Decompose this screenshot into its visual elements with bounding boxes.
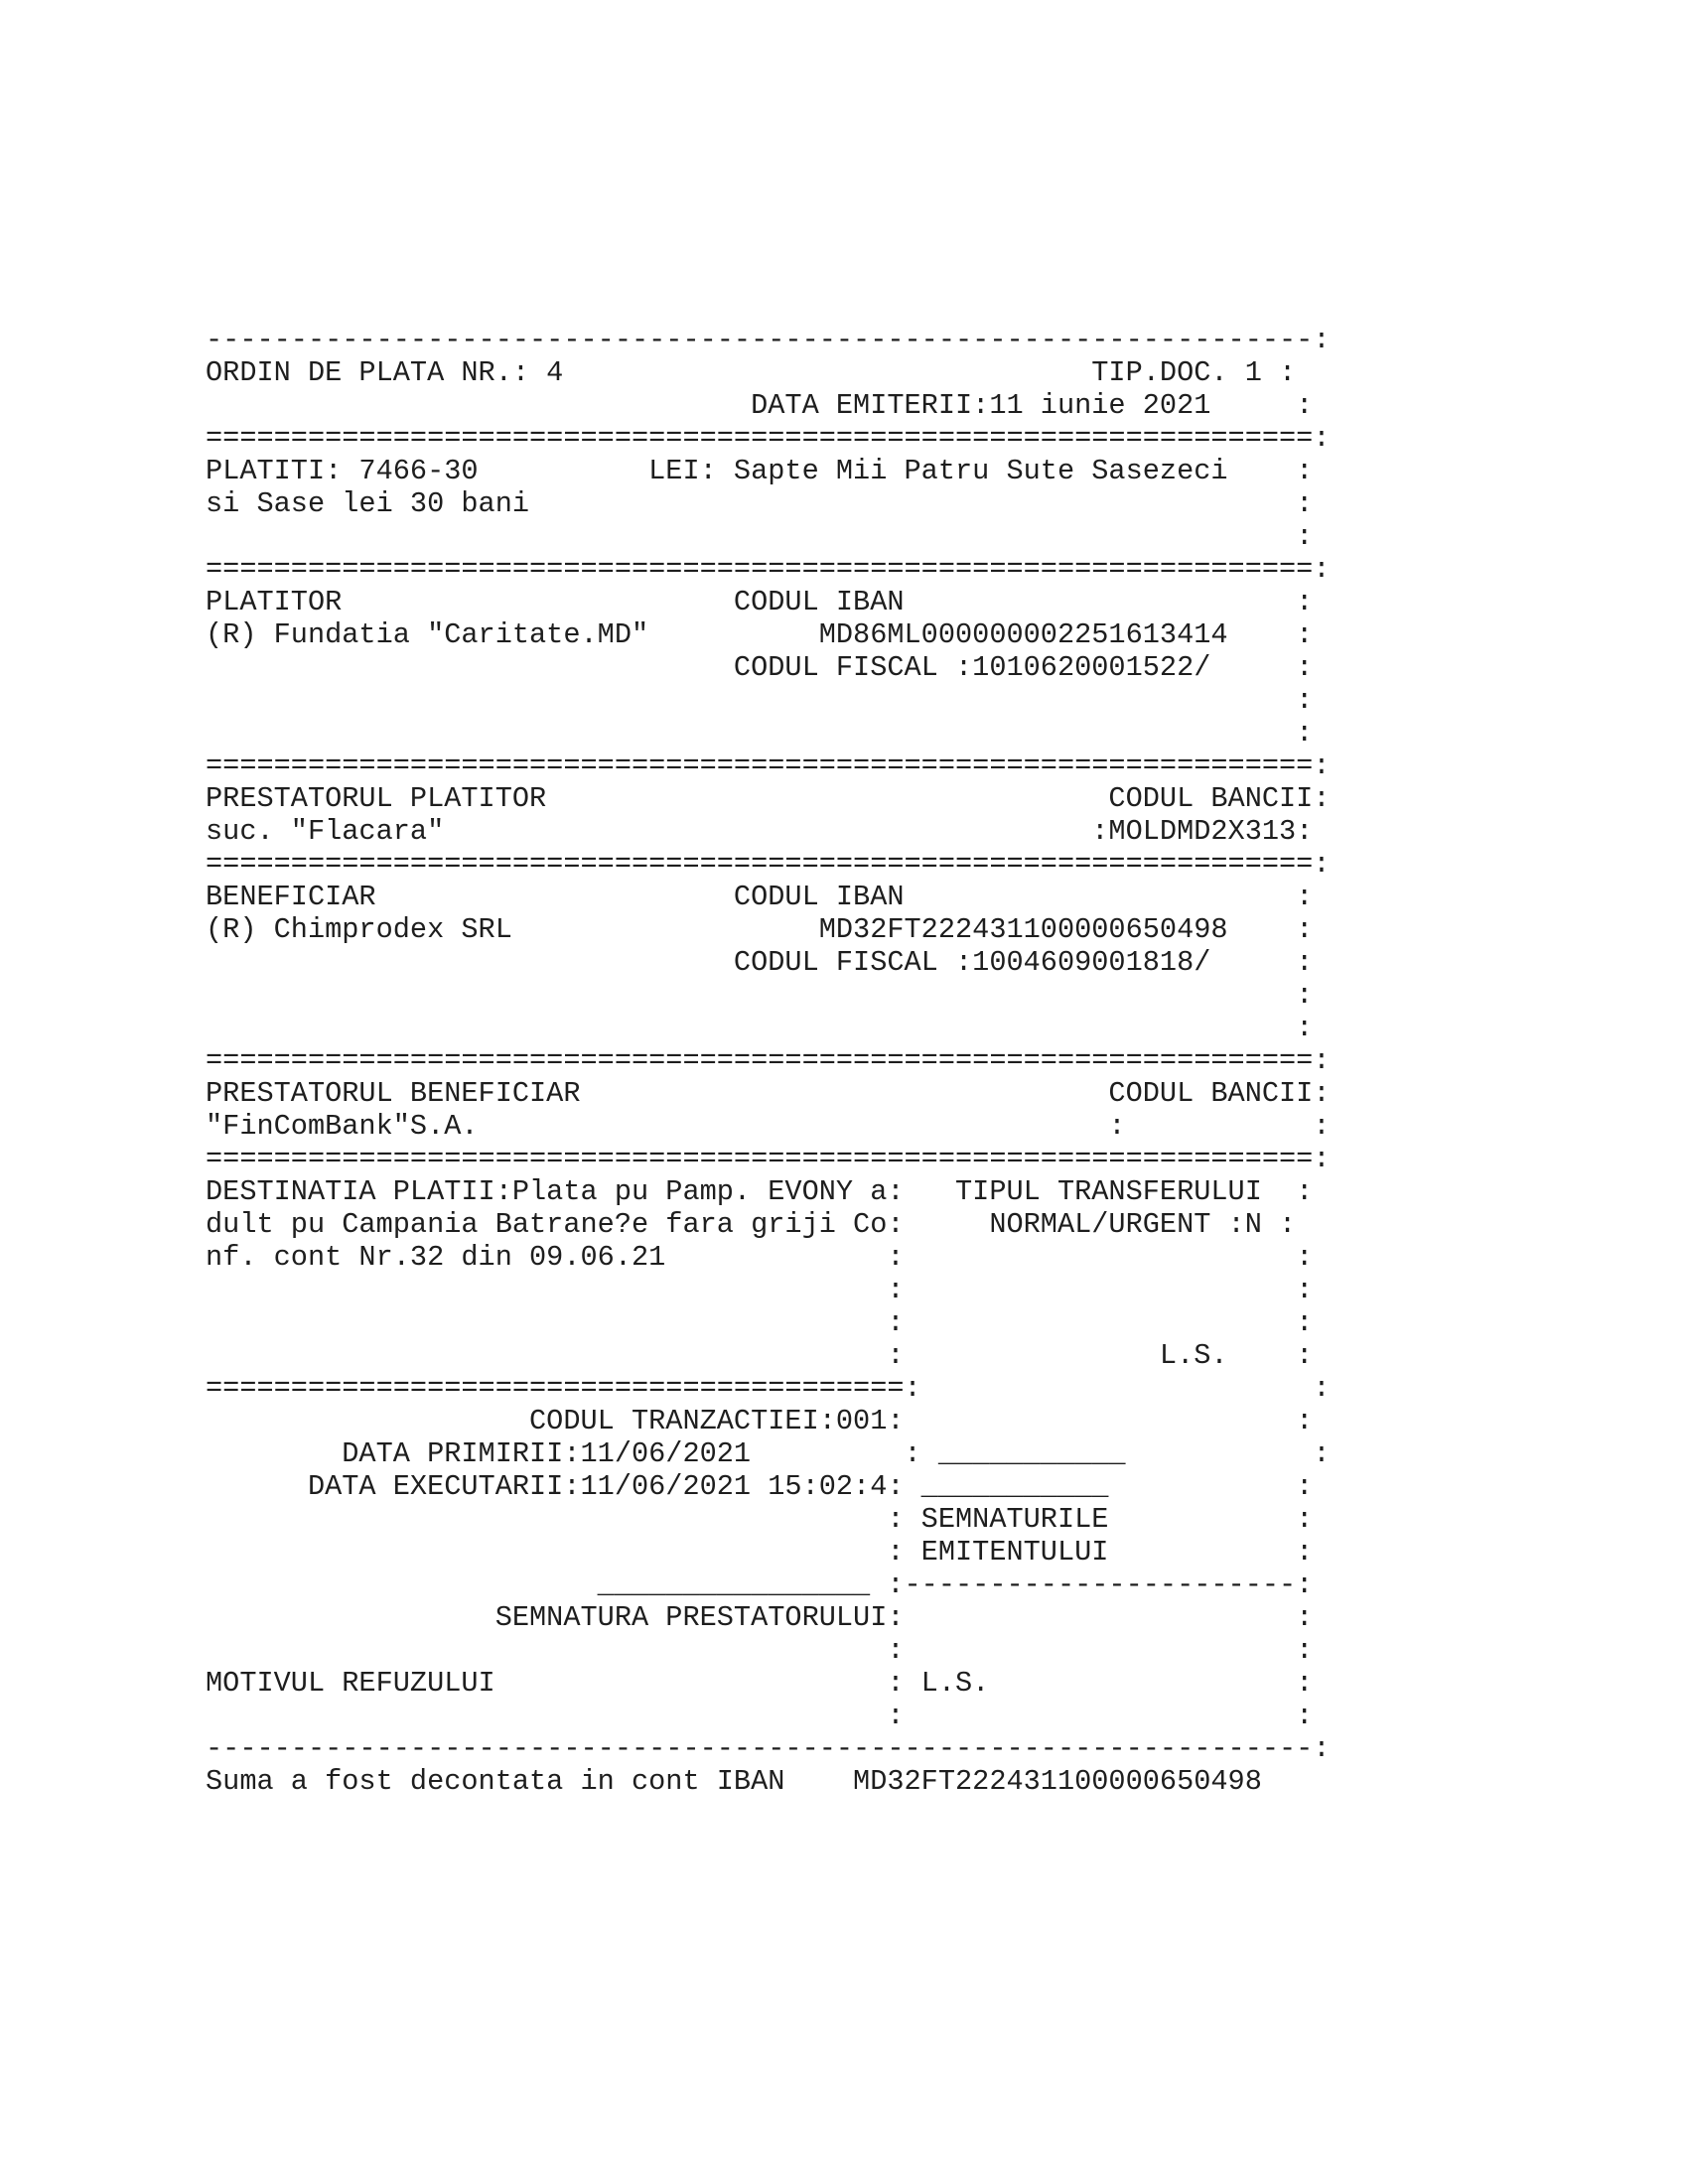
document-line: : (206, 684, 1314, 717)
document-line: nf. cont Nr.32 din 09.06.21 : : (206, 1241, 1314, 1274)
document-line: PLATITI: 7466-30 LEI: Sapte Mii Patru Sute Sasezeci : (206, 455, 1314, 487)
document-line: DESTINATIA PLATII:Plata pu Pamp. EVONY a: TIPUL TRANSFERULUI : (206, 1175, 1314, 1208)
document-line: : : (206, 1306, 1314, 1339)
document-line: =================================================================: (206, 422, 1331, 455)
document-line: =========================================: : (206, 1372, 1331, 1405)
document-line: =================================================================: (206, 848, 1331, 881)
document-line: si Sase lei 30 bani : (206, 487, 1314, 520)
document-line: : SEMNATURILE : (206, 1503, 1314, 1536)
document-line: suc. "Flacara" :MOLDMD2X313: (206, 815, 1314, 848)
document-line: CODUL TRANZACTIEI:001: : (206, 1405, 1314, 1437)
document-line: (R) Chimprodex SRL MD32FT222431100000650498 : (206, 913, 1314, 946)
document-line: : : (206, 1700, 1314, 1732)
document-line: CODUL FISCAL :1004609001818/ : (206, 946, 1314, 979)
document-line: PRESTATORUL BENEFICIAR CODUL BANCII: (206, 1077, 1331, 1110)
document-line: =================================================================: (206, 1044, 1331, 1077)
document-line: : : (206, 1634, 1314, 1667)
document-line: (R) Fundatia "Caritate.MD" MD86ML000000002251613414 : (206, 618, 1314, 651)
document-line: =================================================================: (206, 1143, 1331, 1175)
document-line: : : (206, 1274, 1314, 1306)
document-line: SEMNATURA PRESTATORULUI: : (206, 1601, 1314, 1634)
document-line: : L.S. : (206, 1339, 1314, 1372)
payment-order-document (206, 324, 1331, 1798)
document-line: : (206, 979, 1314, 1012)
document-line: MOTIVUL REFUZULUI : L.S. : (206, 1667, 1314, 1700)
document-line: -----------------------------------------------------------------: (206, 1732, 1331, 1765)
document-line: =================================================================: (206, 553, 1331, 586)
document-line: : (206, 1012, 1314, 1044)
document-line: -----------------------------------------------------------------: (206, 324, 1331, 356)
document-line: CODUL FISCAL :1010620001522/ : (206, 651, 1314, 684)
document-line: BENEFICIAR CODUL IBAN : (206, 881, 1314, 913)
document-line: DATA EXECUTARII:11/06/2021 15:02:4: ___________ : (206, 1470, 1314, 1503)
document-line: dult pu Campania Batrane?e fara griji Co: NORMAL/URGENT :N : (206, 1208, 1297, 1241)
document-line: PRESTATORUL PLATITOR CODUL BANCII: (206, 782, 1331, 815)
document-line: DATA EMITERII:11 iunie 2021 : (206, 389, 1314, 422)
document-line: ________________ :-----------------------: (206, 1569, 1314, 1601)
document-line: =================================================================: (206, 750, 1331, 782)
document-line: : (206, 520, 1314, 553)
document-line: : (206, 717, 1314, 750)
document-line: ORDIN DE PLATA NR.: 4 TIP.DOC. 1 : (206, 356, 1297, 389)
document-line: Suma a fost decontata in cont IBAN MD32FT222431100000650498 (206, 1765, 1262, 1798)
document-line: : EMITENTULUI : (206, 1536, 1314, 1569)
document-line: PLATITOR CODUL IBAN : (206, 586, 1314, 618)
document-line: "FinComBank"S.A. : : (206, 1110, 1331, 1143)
document-line: DATA PRIMIRII:11/06/2021 : ___________ : (206, 1437, 1331, 1470)
